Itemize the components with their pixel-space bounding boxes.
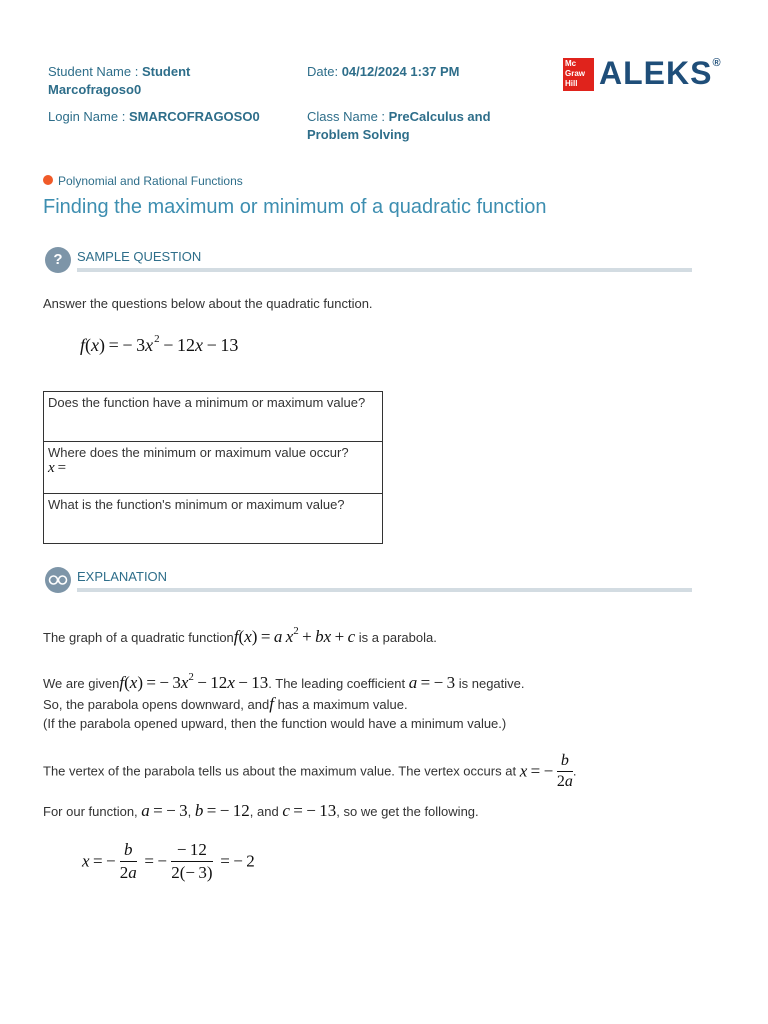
page-title: Finding the maximum or minimum of a quadratic function — [43, 196, 547, 218]
student-name: Student Name : Student Marcofragoso0 — [48, 64, 191, 97]
table-row — [44, 494, 383, 544]
class-name: Class Name : PreCalculus and Problem Solving — [307, 109, 491, 142]
table-row — [44, 442, 383, 494]
x-equals-input[interactable]: x = — [48, 460, 67, 476]
topic-label: Polynomial and Rational Functions — [58, 174, 243, 188]
vertex-computation: x = − $\frac{b}{2a}$ = − $\frac{- 12}{2(- 3)}$ = − 2 — [82, 840, 255, 882]
aleks-logo: ALEKS® — [599, 55, 722, 91]
function-definition: f(x) = − $3x^2 - 12x - 13$ — [80, 333, 239, 355]
glasses-icon — [45, 567, 71, 593]
question-location: Where does the minimum or maximum value occur? — [48, 445, 349, 460]
explanation-p6: For our function, a = − 3, b = − 12, and c = − 13, so we get the following. — [43, 801, 479, 820]
login-name: Login Name : SMARCOFRAGOSO0 — [48, 109, 260, 124]
explanation-p4: (If the parabola opened upward, then the function would have a minimum value.) — [43, 716, 507, 731]
mcgraw-hill-logo: Mc Graw Hill — [563, 58, 594, 91]
table-row — [44, 392, 383, 442]
explanation-p2: We are givenf(x) = − $3x^2 - 12x - 13$. The leading coefficient a = − 3 is negative. — [43, 671, 525, 692]
section-divider — [77, 268, 692, 272]
sample-intro: Answer the questions below about the quadratic function. — [43, 296, 373, 311]
explanation-label: EXPLANATION — [77, 569, 168, 584]
explanation-p1: The graph of a quadratic functionf(x) = a $x^2$ + bx + c is a parabola. — [43, 625, 437, 646]
sample-question-label: SAMPLE QUESTION — [77, 249, 202, 264]
question-icon: ? — [45, 247, 71, 273]
explanation-p3: So, the parabola opens downward, andf has a maximum value. — [43, 694, 408, 713]
topic-dot-icon — [43, 175, 53, 185]
question-table — [43, 391, 383, 544]
question-value: What is the function's minimum or maximum value? — [44, 494, 383, 544]
explanation-p5: The vertex of the parabola tells us about the maximum value. The vertex occurs at x = − $\frac{b}{2a}$ . — [43, 752, 577, 790]
question-min-max: Does the function have a minimum or maximum value? — [44, 392, 383, 442]
section-divider — [77, 588, 692, 592]
date: Date: 04/12/2024 1:37 PM — [307, 64, 460, 79]
